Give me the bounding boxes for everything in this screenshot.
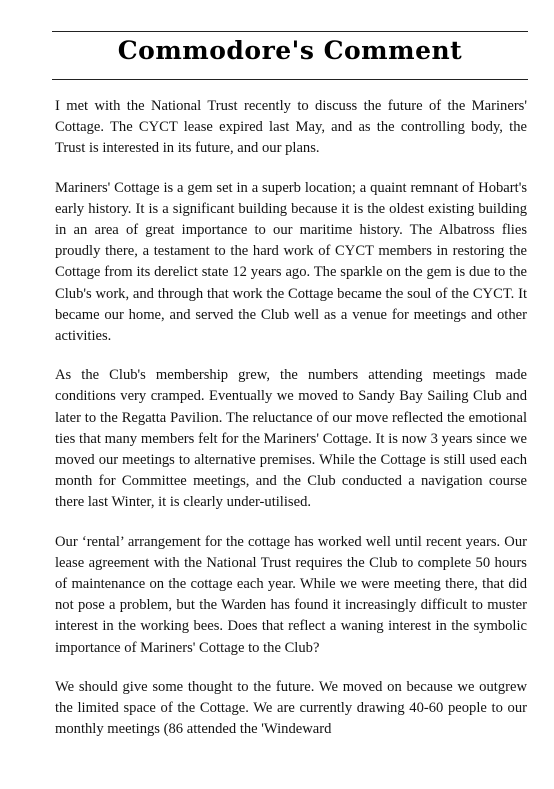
heading-top-rule (52, 31, 528, 32)
paragraph: Our ‘rental’ arrangement for the cottage has worked well until recent years. Our lease agreement with the National Trust requires the Club to complete 50 hours of maintenance on the cottage each year. While we were meeting there, that did not pose a problem, but the Warden has found it increasingly difficult to muster interest in the working bees. Does that reflect a waning interest in the symbolic importance of Mariners' Cottage to the Club? (55, 533, 527, 656)
paragraph: I met with the National Trust recently to discuss the future of the Mariners' Cottage. The CYCT lease expired last May, and as the controlling body, the Trust is interested in its future, and our plans. (55, 98, 527, 157)
paragraph: We should give some thought to the future. We moved on because we outgrew the limited space of the Cottage. We are currently drawing 40-60 people to our monthly meetings (86 attended the 'Windeward (55, 678, 527, 738)
article-title: Commodore's Comment (117, 36, 463, 65)
paragraph: As the Club's membership grew, the numbers attending meetings made conditions very cramped. Eventually we moved to Sandy Bay Sailing Club and later to the Regatta Pavilion. The reluctance of our move reflected the emotional ties that many members felt for the Mariners' Cottage. It is now 3 years since we moved our meetings to alternative premises. While the Cottage is still used each month for Committee meetings, and the Club conducted a navigation course there last Winter, it is clearly under-utilised. (55, 367, 527, 511)
paragraph: Mariners' Cottage is a gem set in a superb location; a quaint remnant of Hobart's early history. It is a significant building because it is the oldest existing building in an area of great importance to our maritime history. The Albatross flies proudly there, a testament to the hard work of CYCT members in restoring the Cottage from its derelict state 12 years ago. The sparkle on the gem is due to the Club's work, and through that work the Cottage became the soul of the CYCT. It became our home, and served the Club well as a venue for meetings and other activities. (55, 179, 527, 345)
article-body (55, 96, 527, 740)
heading-bottom-rule (52, 79, 528, 80)
